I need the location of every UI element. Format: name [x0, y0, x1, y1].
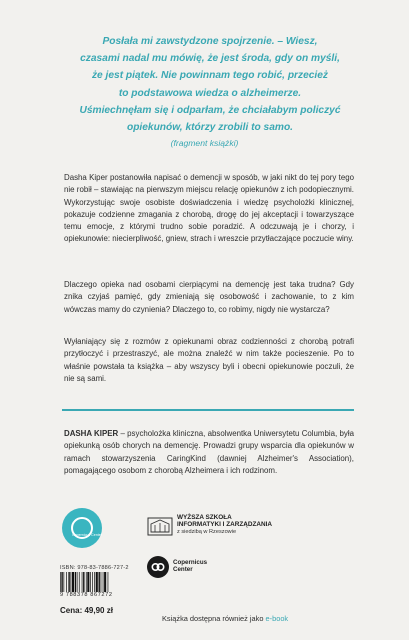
- copernicus-center-name: Copernicus Center: [173, 559, 208, 573]
- quote-line: Posłała mi zawstydzone spojrzenie. – Wiesz,: [102, 36, 318, 47]
- school-location: z siedzibą w Rzeszowie: [177, 529, 237, 535]
- quote-source: (fragment książki): [170, 138, 239, 148]
- description-paragraph-3: Wyłaniający się z rozmów z opiekunami obraz codzienności z chorobą potrafi przytłoczyć i przestraszyć, ale można znaleźć w nim także pocieszenie. Po to właśnie powstała ta książka – aby wszyscy byli i obecni opiekunowie poczuli, że nie są sami.: [64, 337, 354, 383]
- barcode-digits: 9 788378 867272: [60, 592, 113, 598]
- divider: [62, 409, 354, 411]
- ebook-note: Książka dostępna również jako e-book: [162, 614, 289, 623]
- copernicus-logo-icon: [62, 508, 102, 548]
- quote-line: że jest piątek. Nie powinnam tego robić, przecież: [91, 70, 329, 82]
- author-bio-text: – psycholożka kliniczna, absolwentka Uniwersytetu Columbia, była opiekunką osób chorych na demencję. Prowadzi grupy wsparcia dla opiekunów w ramach stowarzyszenia CaringKind (dawniej Alzheimer's Association), pomagającego osobom z chorobą Alzheimera i ich rodzinom.: [64, 429, 355, 475]
- author-bio: [64, 428, 354, 477]
- price: Cena: 49,90 zł: [60, 606, 113, 615]
- quote: [40, 33, 380, 136]
- description-paragraph-1: Dasha Kiper postanowiła napisać o demencji w sposób, w jaki nikt do tej pory tego nie robił – stawiając na pierwszym miejscu relację opiekunów z ich podopiecznymi. Wykorzystując swoje osobiste doświadczenia i wiedzę psycholożki klinicznej, pokazuje codzienne zmagania z chorobą, drogę do jej akceptacji i towarzyszące temu emocje, z którymi trudno sobie poradzić. A odczuwają je i chorzy, i opiekunowie: niecierpliwość, gniew, strach i wreszcie przytłaczające poczucie winy.: [64, 173, 354, 244]
- author-name: DASHA KIPER: [64, 429, 119, 438]
- school-crest-icon: [147, 515, 173, 537]
- copernicus-logo-text: Copernicus Center: [72, 533, 102, 537]
- copernicus-center-icon: [147, 556, 169, 578]
- quote-line: opiekunów, którzy zrobili to samo.: [126, 122, 294, 134]
- quote-line: Uśmiechnęłam się i odparłam, że chciałabym policzyć: [79, 104, 341, 116]
- barcode-icon: [60, 572, 128, 592]
- school-name: WYŻSZA SZKOŁA INFORMATYKI I ZARZĄDZANIA: [177, 514, 273, 529]
- quote-line: czasami nadal mu mówię, że jest środa, gdy on myśli,: [80, 53, 340, 65]
- isbn: ISBN: 978-83-7886-727-2: [60, 565, 129, 571]
- quote-line: to podstawowa wiedza o alzheimerze.: [118, 87, 302, 99]
- description-paragraph-2: Dlaczego opieka nad osobami cierpiącymi na demencję jest taka trudna? Gdy znika czyjaś pamięć, gdy zmieniają się osobowość i zachowanie, to z kim wówczas mamy do czynienia? Dlaczego to, co robimy, nigdy nie wystarcza?: [64, 280, 354, 314]
